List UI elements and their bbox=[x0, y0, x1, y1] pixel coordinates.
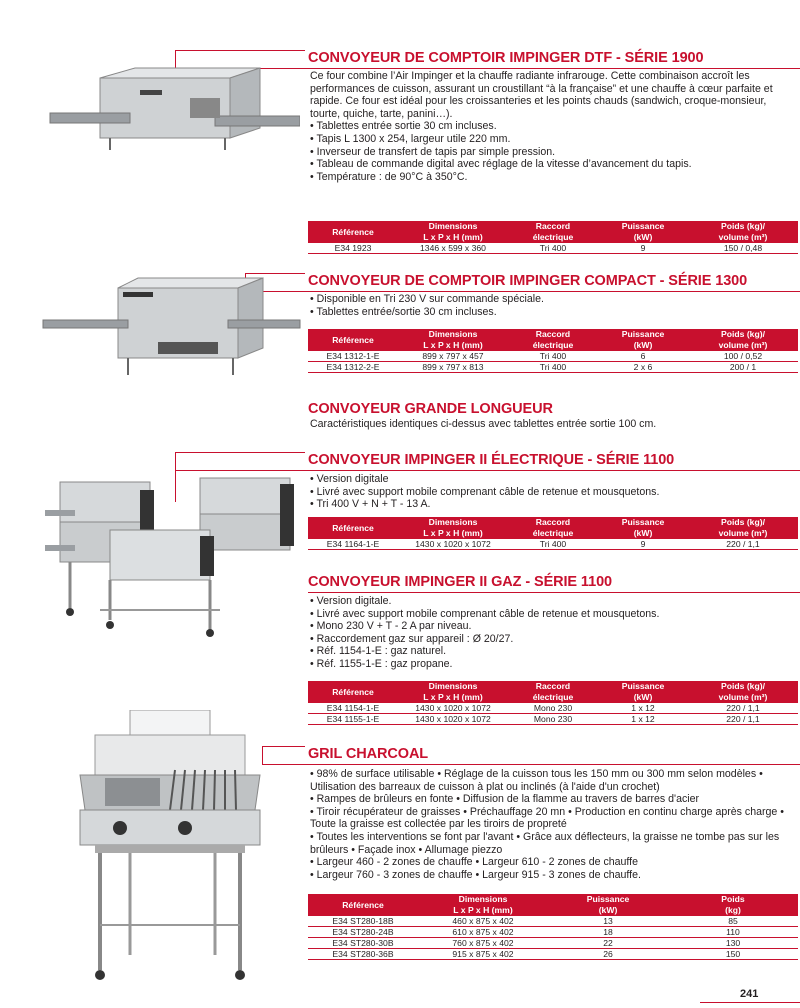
table-row bbox=[308, 362, 798, 373]
desc-line: • Tableau de commande digital avec réglage de la vitesse d’avancement du tapis. bbox=[310, 158, 692, 171]
spec-table-dtf-1900 bbox=[308, 221, 798, 254]
col-header: Raccord électrique bbox=[508, 681, 598, 703]
col-header: Puissance (kW) bbox=[548, 894, 668, 916]
table-cell: 150 / 0,48 bbox=[688, 243, 798, 254]
table-cell: 18 bbox=[548, 927, 668, 938]
section-desc-impinger-2-gaz bbox=[310, 595, 798, 671]
table-row bbox=[308, 703, 798, 714]
desc-line: • Inverseur de transfert de tapis par simple pression. bbox=[310, 145, 556, 158]
table-cell: Tri 400 bbox=[508, 243, 598, 254]
spec-table-compact-1300 bbox=[308, 329, 798, 373]
section-title-gril-charcoal: GRIL CHARCOAL bbox=[308, 746, 429, 762]
desc-line: • Livré avec support mobile comprenant câble de retenue et mousquetons. bbox=[310, 485, 660, 498]
desc-line: • Réf. 1154-1-E : gaz naturel. bbox=[310, 645, 447, 658]
title-underline bbox=[308, 592, 800, 593]
desc-line: • Version digitale. bbox=[310, 595, 392, 607]
section-desc-impinger-2-electrique bbox=[310, 473, 798, 511]
table-cell: 220 / 1,1 bbox=[688, 714, 798, 725]
table-cell: 460 x 875 x 402 bbox=[418, 916, 548, 927]
table-cell: E34 1923 bbox=[308, 243, 398, 254]
table-cell: Tri 400 bbox=[508, 351, 598, 362]
table-row bbox=[308, 351, 798, 362]
table-header-row bbox=[308, 681, 798, 703]
spec-table-impinger-2-electrique bbox=[308, 517, 798, 550]
section-title-dtf-1900: CONVOYEUR DE COMPTOIR IMPINGER DTF - SÉRIE 1900 bbox=[308, 50, 704, 66]
table-cell: 22 bbox=[548, 938, 668, 949]
desc-line: Ce four combine l’Air Impinger et la chauffe radiante infrarouge. Cette combinaison accroît les performances de cuisson, assurant un croustillant “à la française” et une chauffe à cœur parfaite et rapide. Ce four est idéal pour les croissanteries et les points chauds (sandwich, croque-monsieur, tourte, quiche, tarte, panini…). bbox=[310, 70, 773, 120]
table-cell: E34 ST280-36B bbox=[308, 949, 418, 960]
table-cell: 9 bbox=[598, 539, 688, 550]
table-cell: 220 / 1,1 bbox=[688, 539, 798, 550]
title-overline bbox=[175, 452, 305, 453]
col-header: Poids (kg)/ volume (m³) bbox=[688, 517, 798, 539]
desc-line: • Mono 230 V + T - 2 A par niveau. bbox=[310, 620, 472, 633]
table-cell: E34 1155-1-E bbox=[308, 714, 398, 725]
section-title-impinger-2-electrique: CONVOYEUR IMPINGER II ÉLECTRIQUE - SÉRIE 1100 bbox=[308, 452, 675, 468]
table-cell: 85 bbox=[668, 916, 798, 927]
table-row bbox=[308, 243, 798, 254]
table-cell: E34 ST280-24B bbox=[308, 927, 418, 938]
table-row bbox=[308, 938, 798, 949]
col-header: Dimensions L x P x H (mm) bbox=[398, 681, 508, 703]
table-cell: Mono 230 bbox=[508, 714, 598, 725]
table-cell: 9 bbox=[598, 243, 688, 254]
col-header: Raccord électrique bbox=[508, 329, 598, 351]
page-number: 241 bbox=[740, 988, 759, 1000]
table-cell: E34 1154-1-E bbox=[308, 703, 398, 714]
table-cell: 1430 x 1020 x 1072 bbox=[398, 703, 508, 714]
col-header: Puissance (kW) bbox=[598, 221, 688, 243]
desc-line: • Tablettes entrée sortie 30 cm incluses. bbox=[310, 120, 497, 133]
table-cell: 760 x 875 x 402 bbox=[418, 938, 548, 949]
table-header-row bbox=[308, 221, 798, 243]
table-header-row bbox=[308, 329, 798, 351]
desc-line: • Tablettes entrée/sortie 30 cm incluses. bbox=[310, 305, 497, 318]
title-underline bbox=[262, 764, 800, 765]
table-cell: 200 / 1 bbox=[688, 362, 798, 373]
desc-line: • Toutes les interventions se font par l'avant • Grâce aux déflecteurs, la graisse ne tombe pas sur les brûleurs • Façade inox • Allumage piezzo bbox=[310, 830, 780, 856]
section-desc-grande-longueur bbox=[310, 418, 798, 431]
table-cell: 1430 x 1020 x 1072 bbox=[398, 714, 508, 725]
oven-impinger-2-image bbox=[40, 470, 300, 640]
desc-line: • 98% de surface utilisable • Réglage de la cuisson tous les 150 mm ou 300 mm selon modèles • Utilisation des barreaux de cuisson à plat ou inclinés (à l'aide d'un crochet) bbox=[310, 768, 763, 793]
col-header: Référence bbox=[308, 517, 398, 539]
gril-charcoal-image bbox=[75, 710, 265, 990]
title-overline bbox=[262, 746, 305, 747]
table-row bbox=[308, 949, 798, 960]
col-header: Puissance (kW) bbox=[598, 329, 688, 351]
section-title-compact-1300: CONVOYEUR DE COMPTOIR IMPINGER COMPACT - SÉRIE 1300 bbox=[308, 273, 748, 289]
col-header: Puissance (kW) bbox=[598, 517, 688, 539]
col-header: Référence bbox=[308, 894, 418, 916]
table-cell: 130 bbox=[668, 938, 798, 949]
desc-line: • Température : de 90°C à 350°C. bbox=[310, 170, 468, 183]
desc-line: • Version digitale bbox=[310, 473, 389, 485]
table-header-row bbox=[308, 894, 798, 916]
title-overline bbox=[175, 50, 305, 51]
section-desc-dtf-1900 bbox=[310, 70, 798, 183]
col-header: Poids (kg)/ volume (m³) bbox=[688, 221, 798, 243]
section-desc-compact-1300 bbox=[310, 293, 798, 318]
table-cell: E34 1312-1-E bbox=[308, 351, 398, 362]
table-cell: Tri 400 bbox=[508, 539, 598, 550]
oven-compact-1300-image bbox=[38, 270, 303, 385]
table-cell: E34 1164-1-E bbox=[308, 539, 398, 550]
desc-line: • Tri 400 V + N + T - 13 A. bbox=[310, 498, 431, 511]
spec-table-impinger-2-gaz bbox=[308, 681, 798, 725]
table-cell: 26 bbox=[548, 949, 668, 960]
col-header: Raccord électrique bbox=[508, 221, 598, 243]
col-header: Référence bbox=[308, 681, 398, 703]
col-header: Raccord électrique bbox=[508, 517, 598, 539]
spec-table-gril-charcoal bbox=[308, 894, 798, 960]
table-row bbox=[308, 714, 798, 725]
col-header: Poids (kg) bbox=[668, 894, 798, 916]
table-cell: 1 x 12 bbox=[598, 703, 688, 714]
table-cell: 6 bbox=[598, 351, 688, 362]
col-header: Dimensions L x P x H (mm) bbox=[398, 329, 508, 351]
table-cell: 1 x 12 bbox=[598, 714, 688, 725]
table-cell: E34 ST280-30B bbox=[308, 938, 418, 949]
table-cell: E34 ST280-18B bbox=[308, 916, 418, 927]
table-cell: Tri 400 bbox=[508, 362, 598, 373]
col-header: Dimensions L x P x H (mm) bbox=[418, 894, 548, 916]
col-header: Référence bbox=[308, 221, 398, 243]
section-title-impinger-2-gaz: CONVOYEUR IMPINGER II GAZ - SÉRIE 1100 bbox=[308, 574, 612, 590]
desc-line: • Rampes de brûleurs en fonte • Diffusion de la flamme au travers de barres d'acier bbox=[310, 793, 700, 806]
table-cell: 899 x 797 x 457 bbox=[398, 351, 508, 362]
desc-line: • Livré avec support mobile comprenant câble de retenue et mousquetons. bbox=[310, 607, 660, 620]
table-cell: 610 x 875 x 402 bbox=[418, 927, 548, 938]
section-title-grande-longueur: CONVOYEUR GRANDE LONGUEUR bbox=[308, 401, 553, 417]
table-cell: E34 1312-2-E bbox=[308, 362, 398, 373]
table-cell: 1430 x 1020 x 1072 bbox=[398, 539, 508, 550]
page-number-rule bbox=[700, 1002, 800, 1003]
col-header: Dimensions L x P x H (mm) bbox=[398, 221, 508, 243]
col-header: Dimensions L x P x H (mm) bbox=[398, 517, 508, 539]
desc-line: Caractéristiques identiques ci-dessus avec tablettes entrée sortie 100 cm. bbox=[310, 418, 657, 430]
table-cell: 1346 x 599 x 360 bbox=[398, 243, 508, 254]
col-header: Référence bbox=[308, 329, 398, 351]
table-cell: Mono 230 bbox=[508, 703, 598, 714]
table-cell: 100 / 0,52 bbox=[688, 351, 798, 362]
table-row bbox=[308, 927, 798, 938]
table-row bbox=[308, 539, 798, 550]
oven-dtf-1900-image bbox=[40, 58, 300, 178]
table-cell: 220 / 1,1 bbox=[688, 703, 798, 714]
table-cell: 915 x 875 x 402 bbox=[418, 949, 548, 960]
section-desc-gril-charcoal bbox=[310, 768, 798, 881]
table-row bbox=[308, 916, 798, 927]
table-cell: 13 bbox=[548, 916, 668, 927]
desc-line: • Largeur 760 - 3 zones de chauffe • Largeur 915 - 3 zones de chauffe. bbox=[310, 868, 641, 881]
col-header: Poids (kg)/ volume (m³) bbox=[688, 329, 798, 351]
desc-line: • Réf. 1155-1-E : gaz propane. bbox=[310, 657, 453, 670]
desc-line: • Raccordement gaz sur appareil : Ø 20/27. bbox=[310, 632, 514, 645]
title-underline bbox=[245, 291, 800, 292]
table-header-row bbox=[308, 517, 798, 539]
desc-line: • Disponible en Tri 230 V sur commande spéciale. bbox=[310, 293, 544, 305]
desc-line: • Tiroir récupérateur de graisses • Préchauffage 20 mn • Production en continu charge après charge • Toute la graisse est collectée par les tiroirs de propreté bbox=[310, 805, 784, 831]
desc-line: • Tapis L 1300 x 254, largeur utile 220 mm. bbox=[310, 132, 511, 145]
table-cell: 2 x 6 bbox=[598, 362, 688, 373]
table-cell: 899 x 797 x 813 bbox=[398, 362, 508, 373]
table-cell: 110 bbox=[668, 927, 798, 938]
desc-line: • Largeur 460 - 2 zones de chauffe • Largeur 610 - 2 zones de chauffe bbox=[310, 856, 639, 869]
col-header: Puissance (kW) bbox=[598, 681, 688, 703]
col-header: Poids (kg)/ volume (m³) bbox=[688, 681, 798, 703]
table-cell: 150 bbox=[668, 949, 798, 960]
